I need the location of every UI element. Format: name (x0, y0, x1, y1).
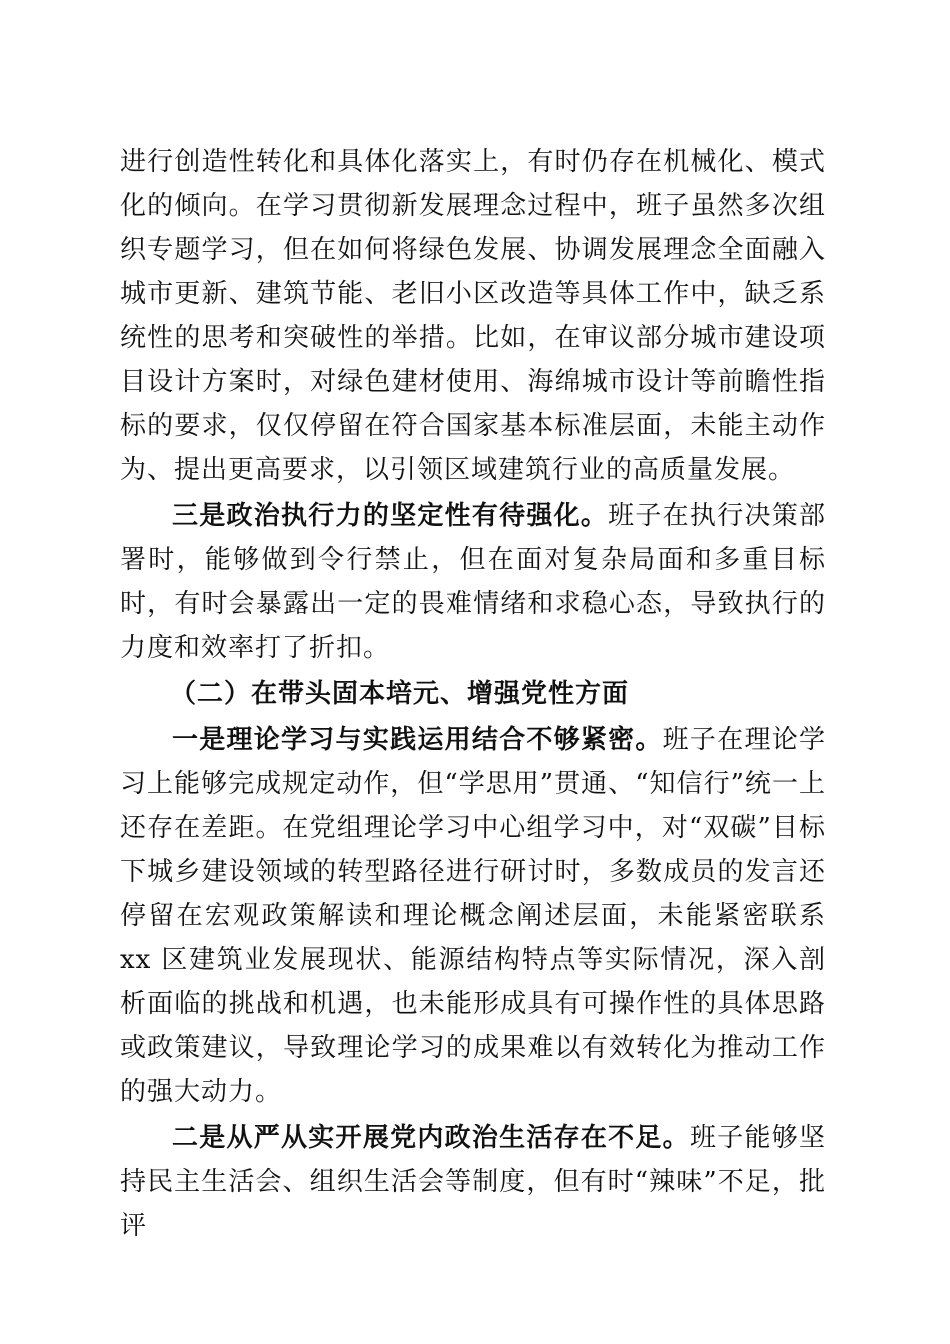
paragraph-body: 班子在理论学习上能够完成规定动作，但“学思用”贯通、“知信行”统一上还存在差距。在党组理论学习中心组学习中，对“双碳”目标下城乡建设领域的转型路径进行研讨时，多数成员的发言还停留在宏观政策解读和理论概念阐述层面，未能紧密联系 xx 区建筑业发展现状、能源结构特点等实际情况，深入剖析面临的挑战和机遇，也未能形成具有可操作性的具体思路或政策建议，导致理论学习的成果难以有效转化为推动工作的强大动力。 (120, 725, 826, 1107)
paragraph-lead: 三是政治执行力的坚定性有待强化。 (172, 501, 609, 531)
paragraph-body: 班子在执行决策部署时，能够做到令行禁止，但在面对复杂局面和多重目标时，有时会暴露出一定的畏难情绪和求稳心态，导致执行的力度和效率打了折扣。 (120, 501, 826, 663)
paragraph-theory-practice (120, 718, 826, 1114)
paragraph-party-life (120, 1116, 826, 1248)
section-heading: （二）在带头固本培元、增强党性方面 (170, 679, 630, 709)
paragraph-political-execution (120, 494, 826, 670)
paragraph-continuation: 进行创造性转化和具体化落实上，有时仍存在机械化、模式化的倾向。在学习贯彻新发展理念过程中，班子虽然多次组织专题学习，但在如何将绿色发展、协调发展理念全面融入城市更新、建筑节能、老旧小区改造等具体工作中，缺乏系统性的思考和突破性的举措。比如，在审议部分城市建设项目设计方案时，对绿色建材使用、海绵城市设计等前瞻性指标的要求，仅仅停留在符合国家基本标准层面，未能主动作为、提出更高要求，以引领区域建筑行业的高质量发展。 (120, 147, 826, 485)
paragraph-body: 班子能够坚持民主生活会、组织生活会等制度，但有时“辣味”不足，批评 (120, 1123, 826, 1241)
paragraph-lead: 一是理论学习与实践运用结合不够紧密。 (172, 725, 663, 755)
paragraph-lead: 二是从严从实开展党内政治生活存在不足。 (172, 1123, 690, 1153)
document-page (120, 140, 826, 1248)
